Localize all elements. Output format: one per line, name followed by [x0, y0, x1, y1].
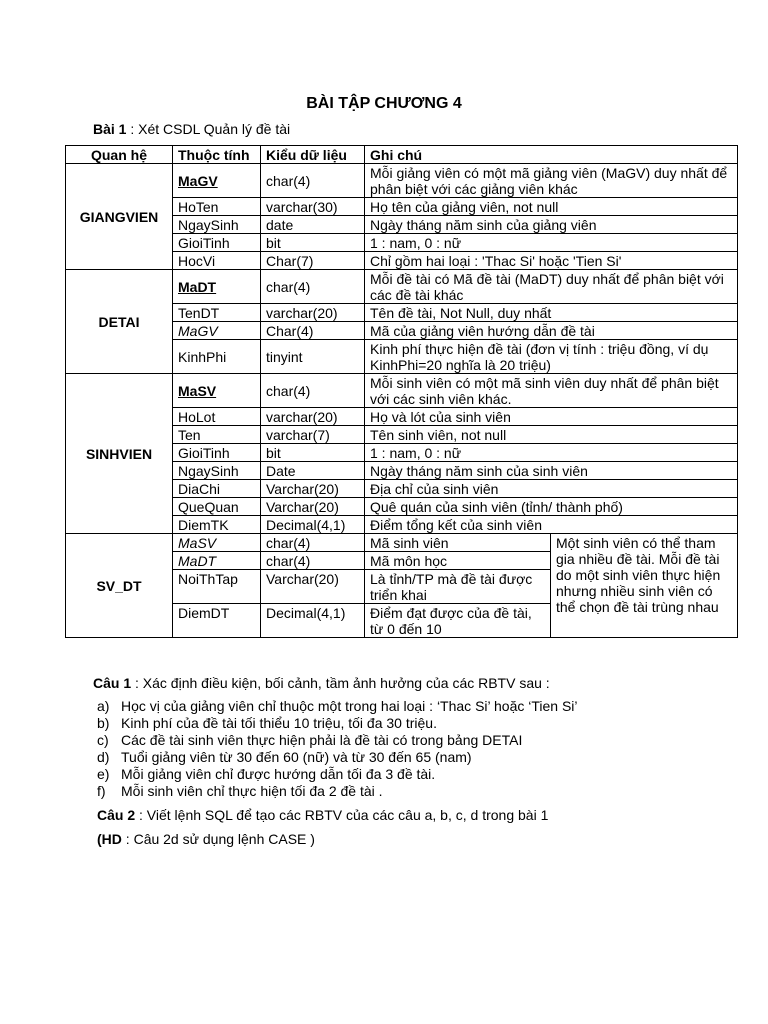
list-item: [97, 698, 578, 715]
question-1-label: Câu 1: [93, 675, 132, 691]
page-title: BÀI TẬP CHƯƠNG 4: [306, 95, 462, 112]
datatype-cell: Char(4): [261, 322, 365, 340]
attribute-cell: [173, 462, 261, 480]
relation-name: DETAI: [66, 270, 173, 374]
attribute-cell: [173, 270, 261, 304]
list-item: [97, 732, 578, 749]
list-item-letter: c): [97, 732, 109, 748]
note-cell: Địa chỉ của sinh viên: [365, 480, 738, 498]
note-cell: Mỗi sinh viên có một mã sinh viên duy nhất để phân biệt với các sinh viên khác.: [365, 374, 738, 408]
table-row: [66, 164, 738, 198]
attribute-cell: [173, 164, 261, 198]
list-item: [97, 766, 578, 783]
datatype-cell: varchar(20): [261, 304, 365, 322]
attribute-cell: [173, 534, 261, 552]
question-1: [93, 675, 550, 691]
question-2-label: Câu 2: [97, 807, 136, 823]
note-cell: Mã sinh viên: [365, 534, 551, 552]
attribute-cell: [173, 480, 261, 498]
hint-separator: :: [121, 831, 134, 847]
exercise-text: Xét CSDL Quản lý đề tài: [138, 121, 291, 137]
datatype-cell: varchar(20): [261, 408, 365, 426]
list-item-letter: d): [97, 749, 110, 765]
list-item: [97, 715, 578, 732]
attribute-name: GioiTinh: [178, 235, 230, 251]
list-item: [97, 749, 578, 766]
exercise-separator: :: [126, 121, 139, 137]
attribute-name: DiaChi: [178, 481, 221, 497]
datatype-cell: char(4): [261, 374, 365, 408]
attribute-cell: [173, 426, 261, 444]
note-cell: Điểm tổng kết của sinh viên: [365, 516, 738, 534]
attribute-cell: [173, 322, 261, 340]
attribute-name: MaSV: [178, 535, 217, 551]
attribute-name: TenDT: [178, 305, 220, 321]
note-cell: Mỗi đề tài có Mã đề tài (MaDT) duy nhất để phân biệt với các đề tài khác: [365, 270, 738, 304]
list-item-text: Học vị của giảng viên chỉ thuộc một trong hai loại : ‘Thac Si’ hoặc ‘Tien Si’: [121, 698, 578, 714]
hint-label: HD: [101, 831, 122, 847]
attribute-cell: [173, 304, 261, 322]
datatype-cell: date: [261, 216, 365, 234]
constraint-list: [97, 698, 578, 800]
hint: [97, 831, 315, 847]
attribute-name: HoLot: [178, 409, 216, 425]
note-cell: Mã của giảng viên hướng dẫn đề tài: [365, 322, 738, 340]
note-cell: Mỗi giảng viên có một mã giảng viên (MaGV) duy nhất để phân biệt với các giảng viên khác: [365, 164, 738, 198]
attribute-name: MaGV: [178, 323, 218, 339]
attribute-name: MaDT: [178, 279, 217, 295]
note-cell: Quê quán của sinh viên (tỉnh/ thành phố): [365, 498, 738, 516]
attribute-name: NoiThTap: [178, 571, 238, 587]
header-note: Ghi chú: [365, 146, 738, 164]
question-2-separator: :: [135, 807, 147, 823]
attribute-name: QueQuan: [178, 499, 239, 515]
schema-table-body: [66, 164, 738, 638]
attribute-cell: [173, 552, 261, 570]
attribute-cell: [173, 498, 261, 516]
table-row: [66, 534, 738, 552]
attribute-name: MaDT: [178, 553, 217, 569]
datatype-cell: bit: [261, 444, 365, 462]
list-item-text: Kinh phí của đề tài tối thiểu 10 triệu, tối đa 30 triệu.: [121, 715, 437, 731]
attribute-name: MaGV: [178, 173, 218, 189]
hint-open: (: [97, 831, 102, 847]
attribute-name: MaSV: [178, 383, 217, 399]
attribute-name: DiemDT: [178, 605, 230, 621]
note-cell: 1 : nam, 0 : nữ: [365, 234, 738, 252]
datatype-cell: char(4): [261, 164, 365, 198]
schema-table: [65, 145, 738, 638]
note-cell: 1 : nam, 0 : nữ: [365, 444, 738, 462]
attribute-cell: [173, 252, 261, 270]
datatype-cell: Varchar(20): [261, 498, 365, 516]
attribute-cell: [173, 198, 261, 216]
attribute-name: DiemTK: [178, 517, 229, 533]
attribute-cell: [173, 516, 261, 534]
note-cell: Mã môn học: [365, 552, 551, 570]
relation-name: GIANGVIEN: [66, 164, 173, 270]
datatype-cell: bit: [261, 234, 365, 252]
attribute-cell: [173, 570, 261, 604]
list-item-letter: f): [97, 783, 106, 799]
relation-side-note: Một sinh viên có thể tham gia nhiều đề tài. Mỗi đề tài do một sinh viên thực hiện nhưng nhiều sinh viên có thể chọn đề tài trùng nhau: [551, 534, 738, 638]
attribute-name: HoTen: [178, 199, 219, 215]
datatype-cell: varchar(7): [261, 426, 365, 444]
question-2-text: Viết lệnh SQL để tạo các RBTV của các câu a, b, c, d trong bài 1: [146, 807, 549, 823]
note-cell: Họ tên của giảng viên, not null: [365, 198, 738, 216]
datatype-cell: varchar(30): [261, 198, 365, 216]
note-cell: Kinh phí thực hiện đề tài (đơn vị tính : triệu đồng, ví dụ KinhPhi=20 nghĩa là 20 triệu): [365, 340, 738, 374]
datatype-cell: char(4): [261, 552, 365, 570]
note-cell: Ngày tháng năm sinh của sinh viên: [365, 462, 738, 480]
note-cell: Điểm đạt được của đề tài, từ 0 đến 10: [365, 604, 551, 638]
attribute-cell: [173, 340, 261, 374]
table-header-row: [66, 146, 738, 164]
header-attribute: Thuộc tính: [173, 146, 261, 164]
question-1-separator: :: [131, 675, 143, 691]
list-item-letter: b): [97, 715, 110, 731]
attribute-cell: [173, 234, 261, 252]
exercise-label: Bài 1: [93, 121, 127, 137]
note-cell: Chỉ gồm hai loại : 'Thac Si' hoặc 'Tien Si': [365, 252, 738, 270]
attribute-cell: [173, 604, 261, 638]
question-2: [97, 807, 548, 823]
hint-text: Câu 2d sử dụng lệnh CASE ): [133, 831, 315, 847]
relation-name: SV_DT: [66, 534, 173, 638]
header-relation: Quan hệ: [66, 146, 173, 164]
datatype-cell: Decimal(4,1): [261, 604, 365, 638]
datatype-cell: Decimal(4,1): [261, 516, 365, 534]
attribute-name: HocVi: [178, 253, 216, 269]
datatype-cell: Date: [261, 462, 365, 480]
datatype-cell: tinyint: [261, 340, 365, 374]
datatype-cell: Char(7): [261, 252, 365, 270]
header-datatype: Kiểu dữ liệu: [261, 146, 365, 164]
note-cell: Tên đề tài, Not Null, duy nhất: [365, 304, 738, 322]
exercise-heading: [93, 121, 290, 137]
list-item-text: Mỗi sinh viên chỉ thực hiện tối đa 2 đề tài .: [121, 783, 383, 799]
attribute-cell: [173, 374, 261, 408]
table-row: [66, 374, 738, 408]
attribute-cell: [173, 408, 261, 426]
datatype-cell: char(4): [261, 270, 365, 304]
list-item-letter: a): [97, 698, 110, 714]
datatype-cell: Varchar(20): [261, 570, 365, 604]
table-row: [66, 270, 738, 304]
attribute-name: NgaySinh: [178, 463, 239, 479]
attribute-name: KinhPhi: [178, 349, 227, 365]
list-item-text: Các đề tài sinh viên thực hiện phải là đề tài có trong bảng DETAI: [121, 732, 523, 748]
attribute-cell: [173, 216, 261, 234]
note-cell: Ngày tháng năm sinh của giảng viên: [365, 216, 738, 234]
attribute-name: NgaySinh: [178, 217, 239, 233]
question-1-text: Xác định điều kiện, bối cảnh, tầm ảnh hưởng của các RBTV sau :: [142, 675, 550, 691]
note-cell: Họ và lót của sinh viên: [365, 408, 738, 426]
datatype-cell: char(4): [261, 534, 365, 552]
attribute-cell: [173, 444, 261, 462]
relation-name: SINHVIEN: [66, 374, 173, 534]
attribute-name: Ten: [178, 427, 201, 443]
list-item-text: Tuổi giảng viên từ 30 đến 60 (nữ) và từ 30 đến 65 (nam): [121, 749, 472, 765]
list-item: [97, 783, 578, 800]
attribute-name: GioiTinh: [178, 445, 230, 461]
list-item-text: Mỗi giảng viên chỉ được hướng dẫn tối đa 3 đề tài.: [121, 766, 436, 782]
note-cell: Tên sinh viên, not null: [365, 426, 738, 444]
list-item-letter: e): [97, 766, 110, 782]
datatype-cell: Varchar(20): [261, 480, 365, 498]
note-cell: Là tỉnh/TP mà đề tài được triển khai: [365, 570, 551, 604]
